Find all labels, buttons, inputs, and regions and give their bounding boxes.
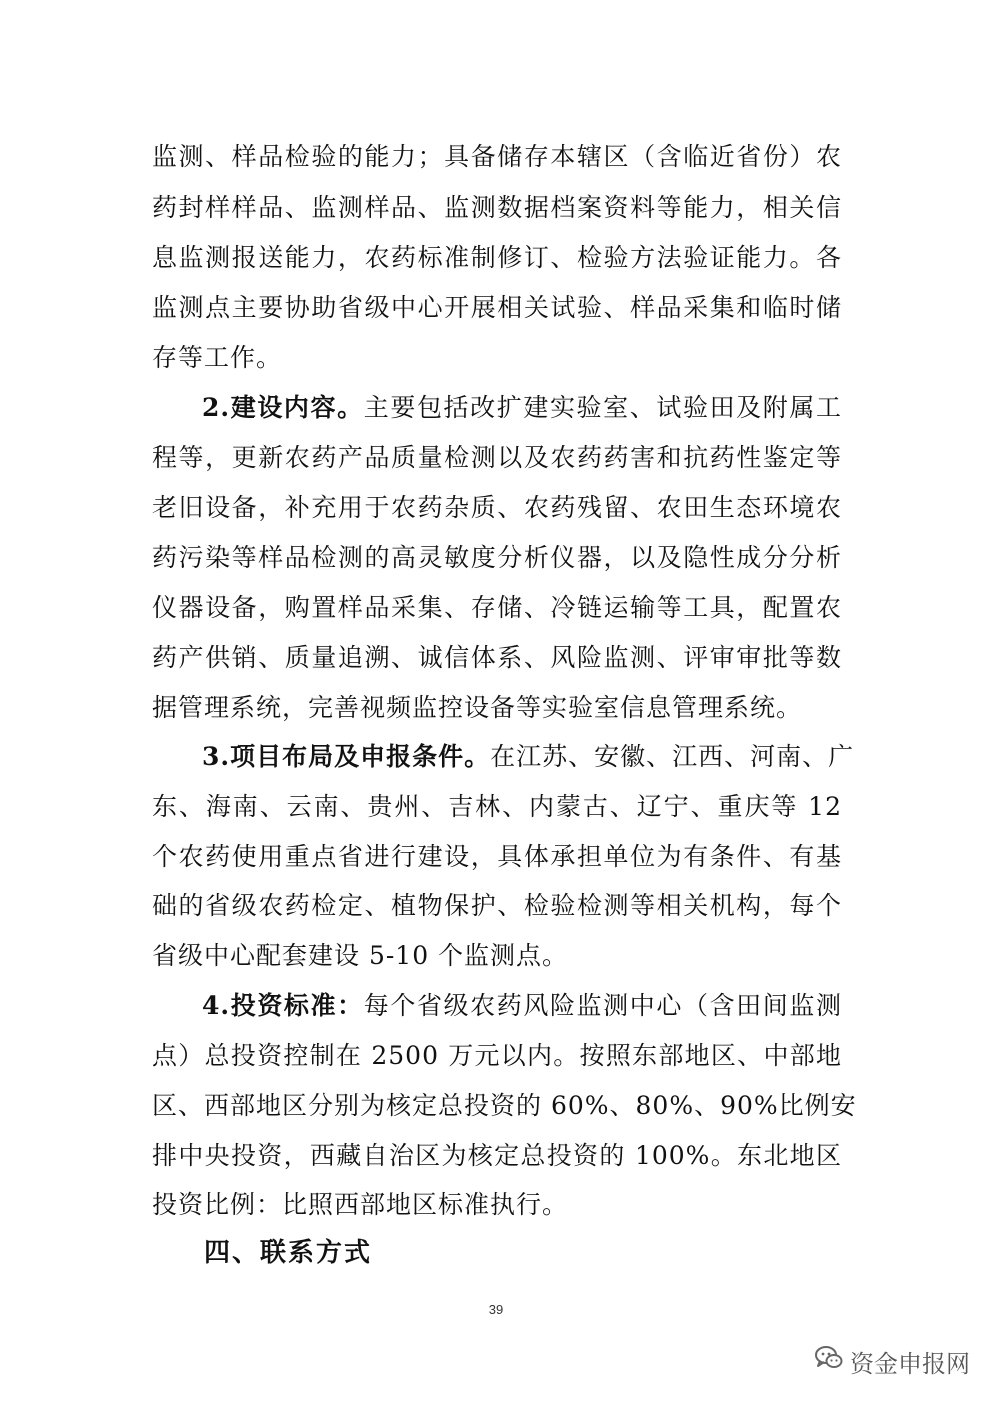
paragraph4-line: 投资比例：比照西部地区标准执行。 — [152, 1190, 569, 1219]
paragraph3-label: 3. — [202, 742, 231, 771]
paragraph2-line: 药污染等样品检测的高灵敏度分析仪器，以及隐性成分分析 — [152, 543, 842, 572]
paragraph4-line: 排中央投资，西藏自治区为核定总投资的 100%。东北地区 — [152, 1141, 842, 1170]
paragraph2-label: 2. — [202, 393, 231, 422]
section-heading: 四、联系方式 — [204, 1238, 373, 1268]
paragraph2-line: 老旧设备，补充用于农药杂质、农药残留、农田生态环境农 — [152, 493, 842, 522]
paragraph3-title: 项目布局及申报条件。 — [230, 742, 491, 771]
paragraph1-line: 药封样样品、监测样品、监测数据档案资料等能力，相关信 — [152, 193, 842, 222]
paragraph4-line: 点）总投资控制在 2500 万元以内。按照东部地区、中部地 — [152, 1041, 842, 1070]
paragraph3-text: 在江苏、安徽、江西、河南、广 — [490, 742, 855, 771]
page-number: 39 — [488, 1302, 504, 1317]
paragraph4-label: 4. — [202, 991, 231, 1020]
watermark — [814, 1343, 970, 1379]
paragraph3-line: 东、海南、云南、贵州、吉林、内蒙古、辽宁、重庆等 12 — [152, 792, 842, 821]
wechat-icon — [814, 1343, 844, 1379]
paragraph2-text: 主要包括改扩建实验室、试验田及附属工 — [363, 393, 842, 422]
paragraph3-line: 个农药使用重点省进行建设，具体承担单位为有条件、有基 — [152, 842, 842, 871]
paragraph2-first-line — [202, 392, 842, 424]
paragraph3-line: 础的省级农药检定、植物保护、检验检测等相关机构，每个 — [152, 891, 842, 920]
paragraph2-title: 建设内容。 — [230, 393, 364, 422]
paragraph1-line: 监测点主要协助省级中心开展相关试验、样品采集和临时储 — [152, 293, 842, 322]
paragraph2-line: 据管理系统，完善视频监控设备等实验室信息管理系统。 — [152, 693, 803, 722]
paragraph4-text: 每个省级农药风险监测中心（含田间监测 — [363, 991, 842, 1020]
paragraph1-line: 存等工作。 — [152, 343, 283, 372]
paragraph1-line: 监测、样品检验的能力；具备储存本辖区（含临近省份）农 — [152, 142, 842, 171]
paragraph2-line: 药产供销、质量追溯、诚信体系、风险监测、评审审批等数 — [152, 643, 842, 672]
paragraph3-first-line — [202, 741, 855, 773]
paragraph2-line: 程等，更新农药产品质量检测以及农药药害和抗药性鉴定等 — [152, 443, 842, 472]
paragraph2-line: 仪器设备，购置样品采集、存储、冷链运输等工具，配置农 — [152, 593, 842, 622]
paragraph1-line: 息监测报送能力，农药标准制修订、检验方法验证能力。各 — [152, 243, 842, 272]
paragraph4-first-line — [202, 990, 842, 1022]
paragraph3-line: 省级中心配套建设 5-10 个监测点。 — [152, 941, 569, 970]
watermark-text: 资金申报网 — [850, 1349, 970, 1378]
paragraph4-line: 区、西部地区分别为核定总投资的 60%、80%、90%比例安 — [152, 1091, 857, 1120]
paragraph4-title: 投资标准： — [230, 991, 364, 1020]
